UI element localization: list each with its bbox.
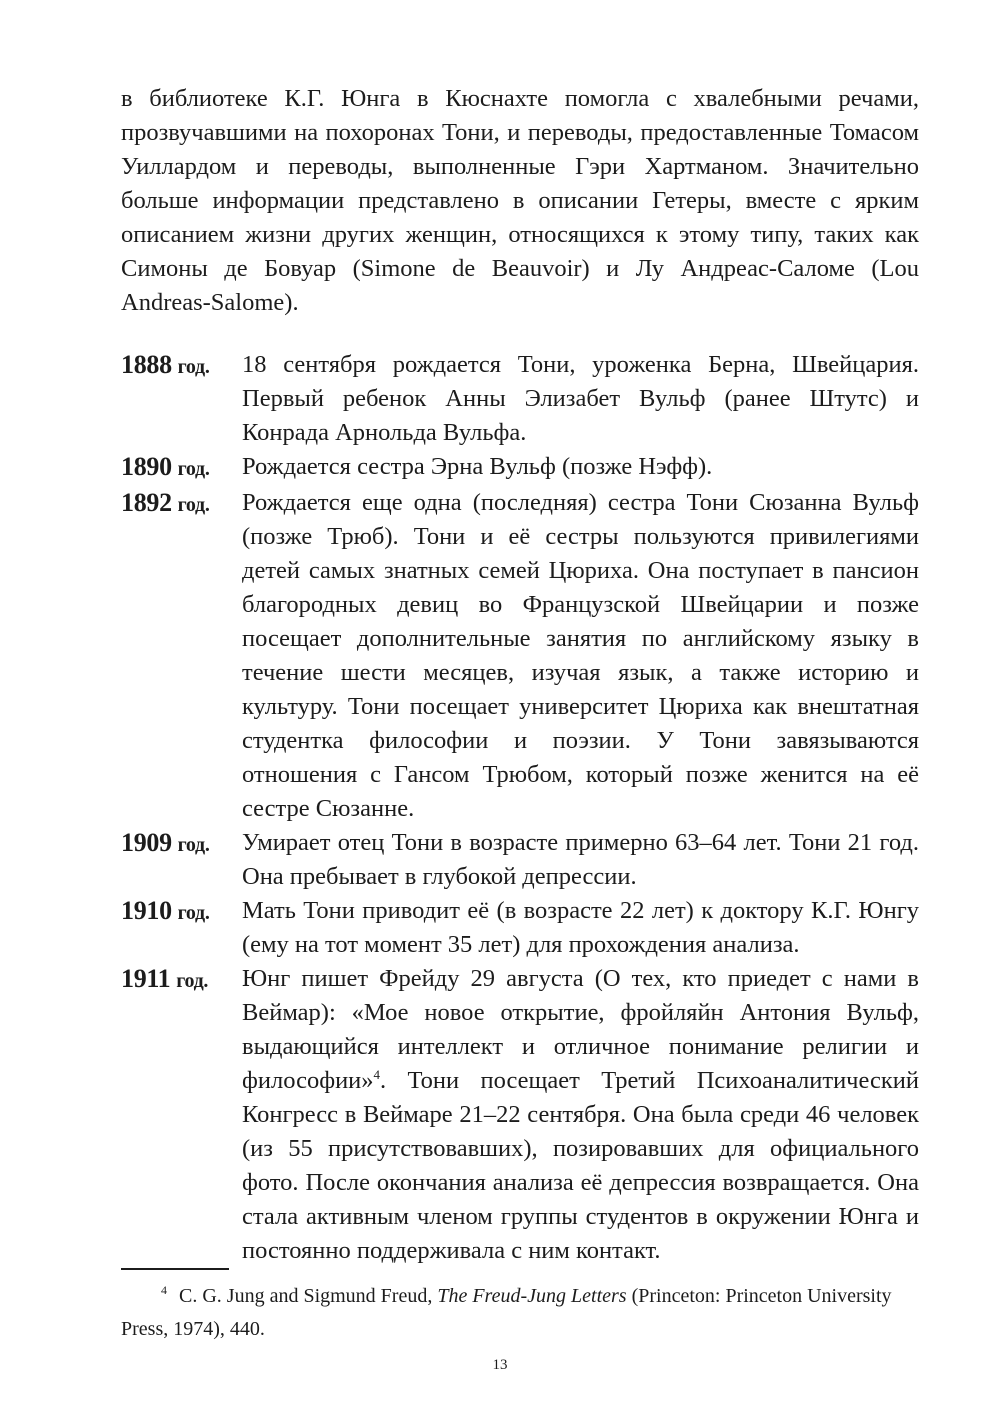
year-number: 1909 bbox=[121, 828, 172, 857]
chronology-entry-1909 bbox=[121, 826, 919, 894]
chronology-entry-1892 bbox=[121, 486, 919, 826]
page-body bbox=[121, 82, 919, 1268]
footnote-text: C. G. Jung and Sigmund Freud, bbox=[179, 1285, 438, 1307]
chronology-list bbox=[121, 348, 919, 1268]
entry-year bbox=[121, 894, 242, 962]
entry-year bbox=[121, 450, 242, 486]
footnote-number: 4 bbox=[161, 1283, 167, 1298]
year-number: 1892 bbox=[121, 488, 172, 517]
year-suffix: год. bbox=[177, 494, 210, 516]
entry-text-part: Юнг пишет Фрейду 29 августа (О тех, кто приедет с нами в Веймар): «Мое новое открытие, фройляйн Антония Вульф, выдающийся интеллект и отличное понимание религии и философии» bbox=[242, 965, 919, 1094]
entry-text: Умирает отец Тони в возрасте примерно 63–64 лет. Тони 21 год. Она пребывает в глубокой депрессии. bbox=[242, 829, 919, 890]
entry-text: Мать Тони приводит её (в возрасте 22 лет) к доктору К.Г. Юнгу (ему на тот момент 35 лет) для прохождения анализа. bbox=[242, 897, 919, 958]
footnote-reference[interactable]: 4 bbox=[373, 1066, 381, 1082]
year-suffix: год. bbox=[177, 902, 210, 924]
year-suffix: год. bbox=[177, 834, 210, 856]
chronology-entry-1888 bbox=[121, 348, 919, 450]
entry-year bbox=[121, 962, 242, 1268]
chronology-entry-1890 bbox=[121, 450, 919, 486]
intro-paragraph: в библиотеке К.Г. Юнга в Кюснахте помогла с хвалебными речами, прозвучавшими на похоронах Тони, и переводы, предоставленные Томасом Уиллардом и переводы, выполненные Гэри Хартманом. Значительно больше информации представлено в описании Гетеры, вместе с ярким описанием жизни других женщин, относящихся к этому типу, таких как Симоны де Бовуар (Simone de Beauvoir) и Лу Андреас-Саломе (Lou Andreas-Salome). bbox=[121, 85, 919, 316]
year-number: 1888 bbox=[121, 350, 172, 379]
entry-text: 18 сентября рождается Тони, уроженка Берна, Швейцария. Первый ребенок Анны Элизабет Вульф (ранее Штутс) и Конрада Арнольда Вульфа. bbox=[242, 351, 919, 446]
page-number: 13 bbox=[492, 1357, 508, 1373]
entry-text: Рождается сестра Эрна Вульф (позже Нэфф). bbox=[242, 453, 713, 480]
footnote-divider bbox=[121, 1268, 229, 1270]
chronology-entry-1911 bbox=[121, 962, 919, 1268]
entry-year bbox=[121, 348, 242, 450]
entry-year bbox=[121, 826, 242, 894]
entry-text-part: . Тони посещает Третий Психоаналитический Конгресс в Веймаре 21–22 сентября. Она была среди 46 человек (из 55 присутствовавших), позировавших для официального фото. После окончания анализа её депрессия возвращается. Она стала активным членом группы студентов в окружении Юнга и постоянно поддерживала с ним контакт. bbox=[242, 1067, 919, 1264]
year-suffix: год. bbox=[177, 356, 210, 378]
entry-text bbox=[242, 962, 919, 1268]
entry-text: Рождается еще одна (последняя) сестра Тони Сюзанна Вульф (позже Трюб). Тони и её сестры пользуются привилегиями детей самых знатных семей Цюриха. Она поступает в пансион благородных девиц во Французской Швейцарии и позже посещает дополнительные занятия по английскому языку в течение шести месяцев, изучая язык, а также историю и культуру. Тони посещает университет Цюриха как внештатная студентка философии и поэзии. У Тони завязываются отношения с Гансом Трюбом, который позже женится на её сестре Сюзанне. bbox=[242, 489, 919, 822]
year-number: 1910 bbox=[121, 896, 172, 925]
year-number: 1890 bbox=[121, 452, 172, 481]
chronology-entry-1910 bbox=[121, 894, 919, 962]
year-number: 1911 bbox=[121, 964, 171, 993]
footnote-book-title: The Freud-Jung Letters bbox=[437, 1285, 627, 1307]
footnote bbox=[121, 1280, 911, 1346]
year-suffix: год. bbox=[176, 970, 209, 992]
footnote-text: (Princeton: Princeton University Press, 1974), 440. bbox=[121, 1285, 892, 1340]
entry-year bbox=[121, 486, 242, 826]
year-suffix: год. bbox=[177, 458, 210, 480]
